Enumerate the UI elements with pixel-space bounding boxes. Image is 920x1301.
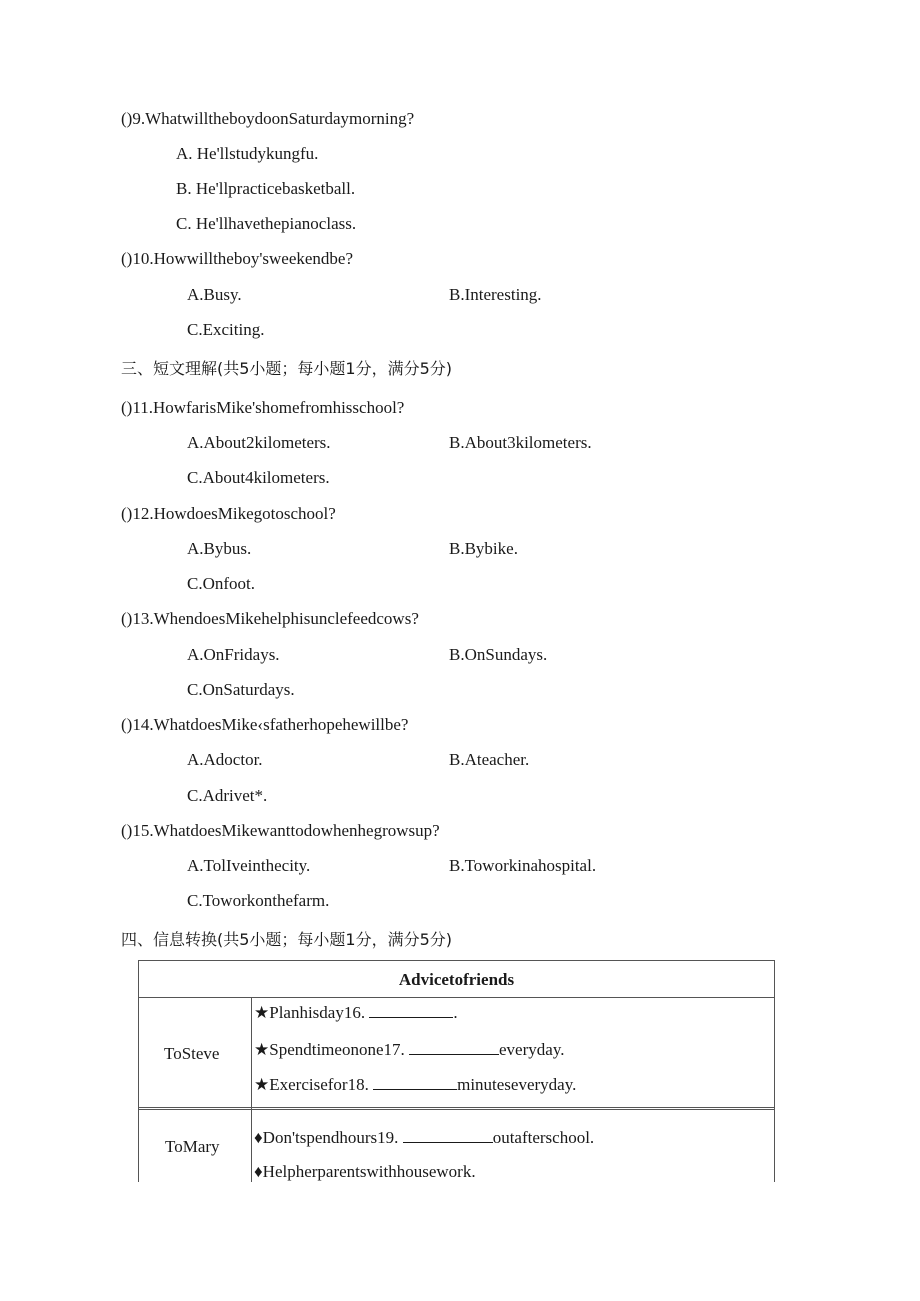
q11-option-a: A.About2kilometers. bbox=[187, 433, 331, 452]
q15-option-c: C.Toworkonthefarm. bbox=[187, 891, 330, 910]
q12-option-a: A.Bybus. bbox=[187, 539, 252, 558]
blank-18[interactable] bbox=[373, 1074, 457, 1090]
row-label-mary: ToMary bbox=[165, 1137, 220, 1156]
question-10: ()10.Howwilltheboy'sweekendbe? bbox=[121, 249, 354, 268]
q13-option-b: B.OnSundays. bbox=[449, 645, 548, 664]
question-12: ()12.HowdoesMikegotoschool? bbox=[121, 504, 336, 523]
section-4-heading: 四、信息转换(共5小题；每小题1分，满分5分) bbox=[121, 930, 453, 949]
table-row-divider-2 bbox=[138, 1109, 775, 1110]
q10-option-a: A.Busy. bbox=[187, 285, 242, 304]
q14-option-a: A.Adoctor. bbox=[187, 750, 263, 769]
q12-option-c: C.Onfoot. bbox=[187, 574, 255, 593]
steve-advice-17 bbox=[254, 1039, 564, 1060]
question-14: ()14.WhatdoesMike‹sfatherhopehewillbe? bbox=[121, 715, 409, 734]
steve-advice-18-text: ★Exercisefor18. bbox=[254, 1075, 369, 1094]
blank-17[interactable] bbox=[409, 1039, 499, 1055]
q13-option-a: A.OnFridays. bbox=[187, 645, 280, 664]
q10-option-c: C.Exciting. bbox=[187, 320, 265, 339]
q11-option-b: B.About3kilometers. bbox=[449, 433, 592, 452]
q14-option-c: C.Adrivet*. bbox=[187, 786, 268, 805]
mary-advice-19 bbox=[254, 1127, 594, 1148]
q13-option-c: C.OnSaturdays. bbox=[187, 680, 295, 699]
blank-16[interactable] bbox=[369, 1002, 453, 1018]
table-title: Advicetofriends bbox=[398, 970, 515, 989]
q9-option-a: A. He'llstudykungfu. bbox=[176, 144, 319, 163]
table-border-left bbox=[138, 960, 139, 1182]
steve-advice-16-end: . bbox=[453, 1003, 458, 1022]
table-row-divider bbox=[138, 1107, 775, 1108]
question-15: ()15.WhatdoesMikewanttodowhenhegrowsup? bbox=[121, 821, 440, 840]
table-title-divider bbox=[138, 997, 775, 998]
table-border-right bbox=[774, 960, 775, 1182]
question-13: ()13.WhendoesMikehelphisunclefeedcows? bbox=[121, 609, 419, 628]
table-column-divider bbox=[251, 997, 252, 1182]
steve-advice-18-end: minuteseveryday. bbox=[457, 1075, 577, 1094]
q15-option-a: A.TolIveinthecity. bbox=[187, 856, 311, 875]
mary-advice-19-end: outafterschool. bbox=[492, 1128, 595, 1147]
q15-option-b: B.Toworkinahospital. bbox=[449, 856, 597, 875]
q9-option-b: B. He'llpracticebasketball. bbox=[176, 179, 356, 198]
mary-advice-housework: ♦Helpherparentswithhousework. bbox=[254, 1162, 476, 1181]
row-label-steve: ToSteve bbox=[164, 1044, 220, 1063]
blank-19[interactable] bbox=[403, 1127, 493, 1143]
q14-option-b: B.Ateacher. bbox=[449, 750, 530, 769]
steve-advice-17-text: ★Spendtimeonone17. bbox=[254, 1040, 405, 1059]
mary-advice-19-text: ♦Don'tspendhours19. bbox=[254, 1128, 399, 1147]
table-border-top bbox=[138, 960, 775, 961]
steve-advice-16 bbox=[254, 1002, 458, 1023]
question-9: ()9.WhatwilltheboydoonSaturdaymorning? bbox=[121, 109, 415, 128]
q11-option-c: C.About4kilometers. bbox=[187, 468, 330, 487]
section-3-heading: 三、短文理解(共5小题；每小题1分，满分5分) bbox=[121, 359, 453, 378]
q10-option-b: B.Interesting. bbox=[449, 285, 542, 304]
steve-advice-18 bbox=[254, 1074, 576, 1095]
q12-option-b: B.Bybike. bbox=[449, 539, 518, 558]
steve-advice-16-text: ★Planhisday16. bbox=[254, 1003, 366, 1022]
question-11: ()11.HowfarisMike'shomefromhisschool? bbox=[121, 398, 405, 417]
steve-advice-17-end: everyday. bbox=[499, 1040, 565, 1059]
q9-option-c: C. He'llhavethepianoclass. bbox=[176, 214, 357, 233]
